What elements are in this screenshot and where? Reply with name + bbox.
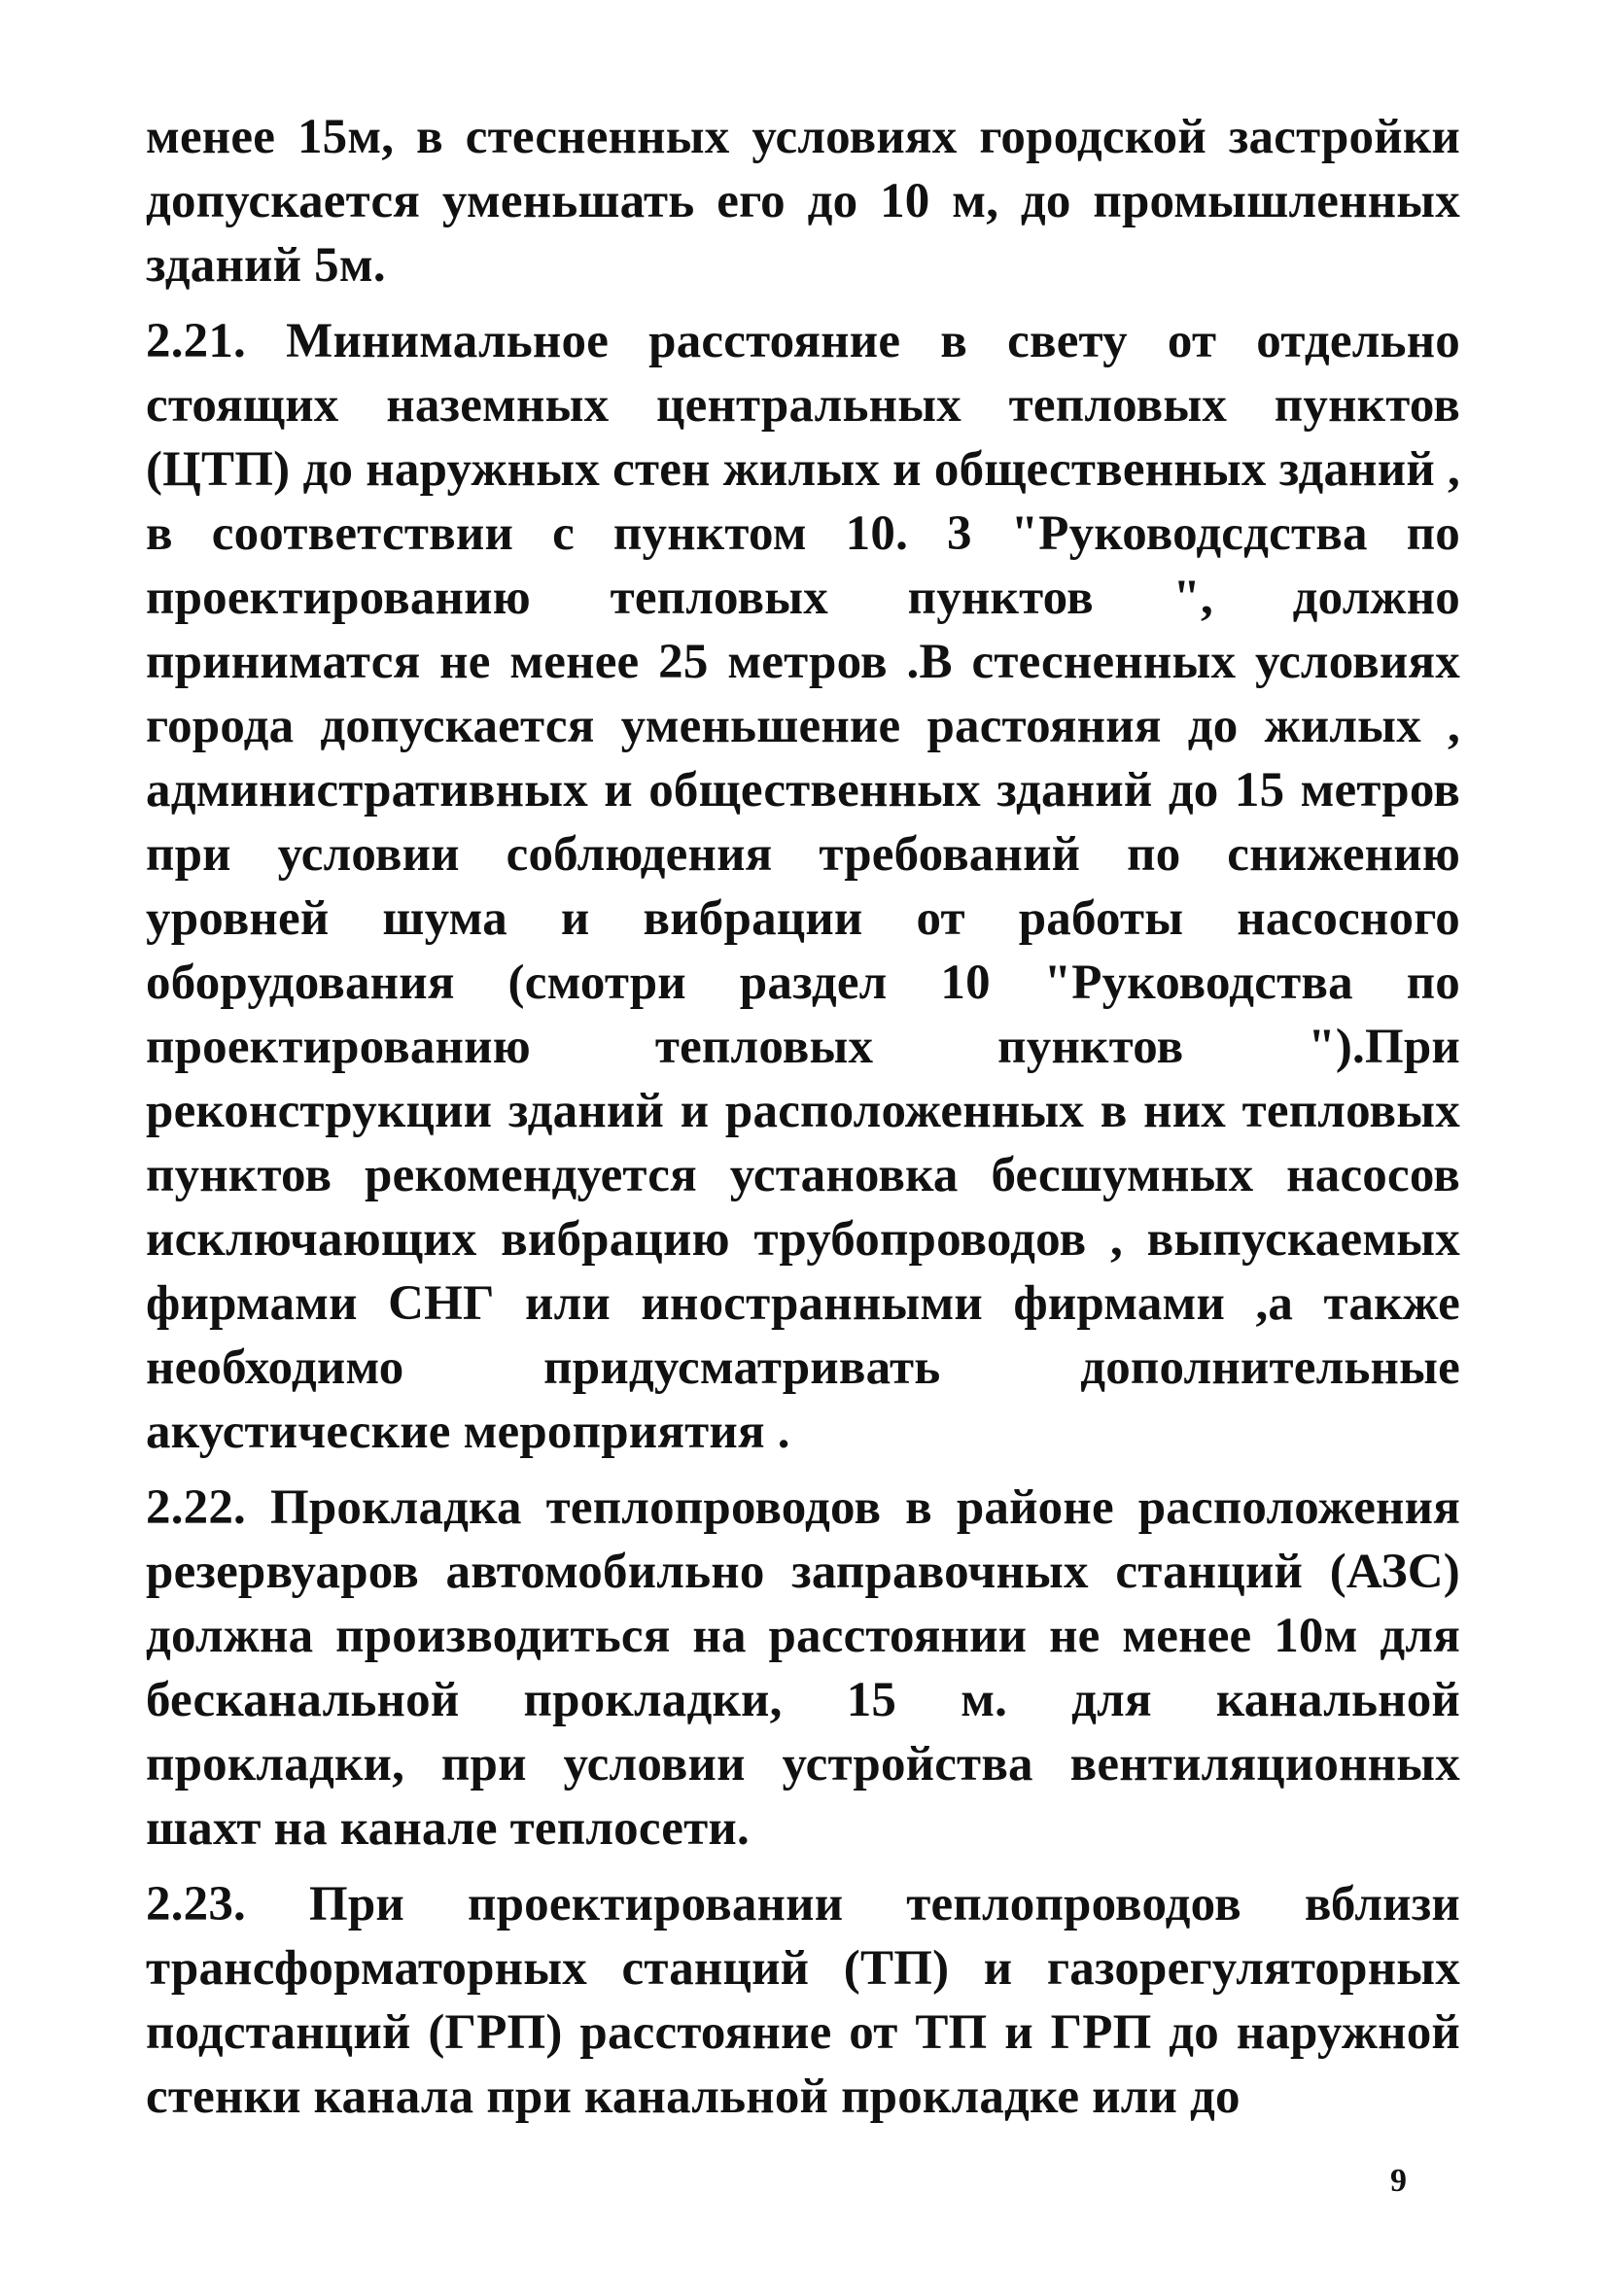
paragraph-2-22 [146, 1476, 1460, 1861]
page-number: 9 [1390, 2163, 1407, 2199]
paragraph-2-23 [146, 1872, 1460, 2129]
paragraph-continuation [146, 105, 1460, 297]
paragraph-number: 2.23. [146, 1877, 246, 1931]
paragraph-number: 2.21. [146, 314, 246, 368]
paragraph-text: Минимальное расстояние в свету от отдельно стоящих наземных центральных тепловых пунктов (ЦТП) до наружных стен жилых и общественных зданий , в соответствии с пунктом 10. 3 "Руководсдства по проектированию тепловых пунктов ", должно приниматся не менее 25 метров .В стесненных условиях города допускается уменьшение растояния до жилых , административных и общественных зданий до 15 метров при условии соблюдения требований по снижению уровней шума и вибрации от работы насосного оборудования (смотри раздел 10 "Руководства по проектированию тепловых пунктов ").При реконструкции зданий и расположенных в них тепловых пунктов рекомендуется установка бесшумных насосов исключающих вибрацию трубопроводов , выпускаемых фирмами СНГ или иностранными фирмами ,а также необходимо придусматривать дополнительные акустические мероприятия . [146, 314, 1460, 1459]
paragraph-number: 2.22. [146, 1480, 246, 1535]
body-text [146, 105, 1460, 2140]
paragraph-text: При проектировании теплопроводов вблизи трансформаторных станций (ТП) и газорегуляторных подстанций (ГРП) расстояние от ТП и ГРП до наружной стенки канала при канальной прокладке или до [146, 1877, 1461, 2124]
paragraph-2-21 [146, 309, 1460, 1464]
paragraph-text: Прокладка теплопроводов в районе расположения резервуаров автомобильно заправочных станций (АЗС) должна производиться на расстоянии не менее 10м для бесканальной прокладки, 15 м. для канальной прокладки, при условии устройства вентиляционных шахт на канале теплосети. [146, 1480, 1461, 1856]
paragraph-text: менее 15м, в стесненных условиях городской застройки допускается уменьшать его до 10 м, до промышленных зданий 5м. [146, 110, 1460, 293]
